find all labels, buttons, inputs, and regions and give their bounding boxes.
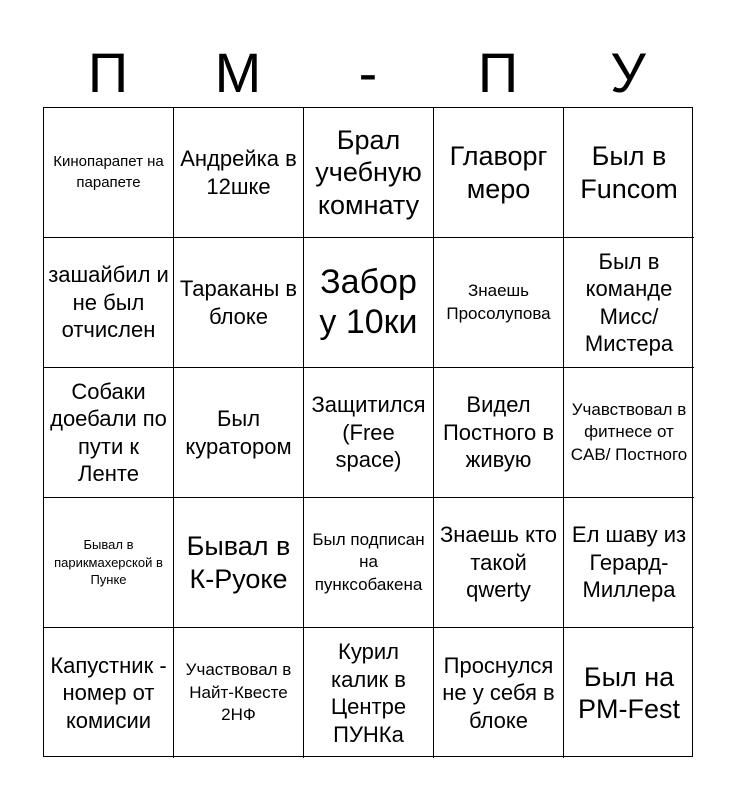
bingo-cell-r4c2[interactable]: [174, 498, 304, 628]
bingo-cell-r3c3[interactable]: [304, 368, 434, 498]
header-letter-1: П: [87, 41, 129, 104]
bingo-cell-r5c1[interactable]: [44, 628, 174, 758]
bingo-cell-r3c1[interactable]: [44, 368, 174, 498]
bingo-cell-r3c5[interactable]: [564, 368, 694, 498]
bingo-cell-r1c1[interactable]: [44, 108, 174, 238]
bingo-cell-r2c4[interactable]: [434, 238, 564, 368]
header-letter-2: М: [214, 41, 262, 104]
bingo-cell-text: Капустник - номер от комисии: [50, 652, 167, 733]
bingo-cell-text: Бывал в парикмахерской в Пунке: [54, 537, 163, 588]
bingo-cell-r2c3[interactable]: [304, 238, 434, 368]
bingo-header: [43, 40, 693, 106]
bingo-cell-text: Ел шаву из Герард-Миллера: [571, 522, 687, 603]
bingo-cell-text: Забор у 10ки: [319, 263, 418, 341]
bingo-cell-text: Участвовал в Найт-Квесте 2НФ: [185, 660, 292, 725]
bingo-cell-r4c3[interactable]: [304, 498, 434, 628]
bingo-cell-text: Андрейка в 12шке: [180, 146, 297, 199]
bingo-cell-text: Был в команде Мисс/ Мистера: [584, 248, 674, 356]
bingo-cell-text: Кинопарапет на парапете: [53, 152, 164, 191]
bingo-cell-text: Курил калик в Центре ПУНКа: [330, 639, 407, 747]
bingo-cell-r2c2[interactable]: [174, 238, 304, 368]
bingo-cell-text: Был в Funcom: [580, 141, 678, 204]
bingo-cell-text: Защитился (Free space): [311, 392, 426, 473]
header-letter-5: У: [610, 41, 646, 104]
bingo-cell-r5c4[interactable]: [434, 628, 564, 758]
bingo-cell-r1c3[interactable]: [304, 108, 434, 238]
bingo-cell-text: Был на PM-Fest: [577, 661, 680, 724]
bingo-cell-r2c1[interactable]: [44, 238, 174, 368]
bingo-cell-r3c4[interactable]: [434, 368, 564, 498]
bingo-cell-text: Учавствовал в фитнесе от CAB/ Постного: [570, 399, 688, 464]
bingo-cell-text: Собаки доебали по пути к Ленте: [50, 378, 167, 486]
bingo-cell-r1c2[interactable]: [174, 108, 304, 238]
bingo-cell-r5c5[interactable]: [564, 628, 694, 758]
bingo-cell-r4c5[interactable]: [564, 498, 694, 628]
bingo-cell-text: Был куратором: [185, 406, 292, 459]
bingo-cell-text: Бывал в К-Руоке: [186, 531, 291, 594]
header-letter-4: П: [477, 41, 519, 104]
bingo-cell-r2c5[interactable]: [564, 238, 694, 368]
bingo-cell-r4c1[interactable]: [44, 498, 174, 628]
bingo-cell-text: Тараканы в блоке: [179, 276, 298, 329]
bingo-board: [43, 107, 693, 757]
bingo-cell-r1c5[interactable]: [564, 108, 694, 238]
bingo-cell-r3c2[interactable]: [174, 368, 304, 498]
bingo-cell-text: Видел Постного в живую: [442, 392, 555, 473]
bingo-cell-text: зашайбил и не был отчислен: [48, 262, 169, 343]
bingo-cell-text: Знаешь кто такой qwerty: [439, 522, 558, 603]
header-letter-3: -: [358, 41, 378, 104]
bingo-cell-r1c4[interactable]: [434, 108, 564, 238]
bingo-cell-r5c3[interactable]: [304, 628, 434, 758]
bingo-cell-text: Проснулся не у себя в блоке: [442, 652, 555, 733]
bingo-cell-r5c2[interactable]: [174, 628, 304, 758]
bingo-cell-r4c4[interactable]: [434, 498, 564, 628]
bingo-cell-text: Был подписан на пунксобакена: [312, 529, 425, 594]
bingo-cell-text: Главорг меро: [449, 141, 548, 204]
bingo-cell-text: Знаешь Просолупова: [446, 281, 551, 323]
bingo-cell-text: Брал учебную комнату: [315, 124, 422, 220]
